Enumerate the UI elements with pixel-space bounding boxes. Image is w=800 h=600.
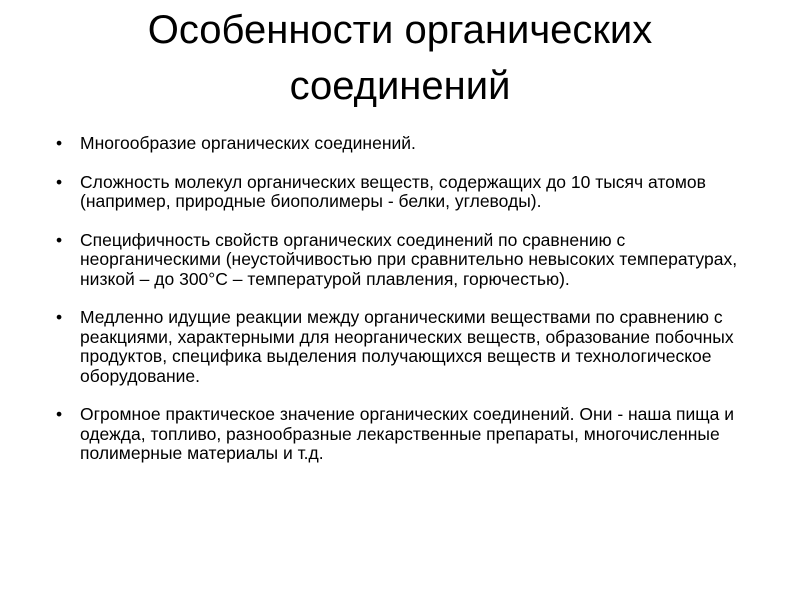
- bullet-item: [56, 134, 756, 154]
- bullet-dot-icon: •: [56, 404, 63, 424]
- bullet-dot-icon: •: [56, 229, 63, 250]
- bullet-text: Медленно идущие реакции между органическими веществами по сравнению с реакциями, характерными для неорганических веществ, образование побочных продуктов, специфика выделения получающихся веществ и технологическое оборудование.: [80, 307, 734, 386]
- slide-title: Особенности органических соединений: [147, 8, 653, 108]
- bullet-dot-icon: •: [56, 171, 63, 192]
- bullet-item: [56, 173, 756, 212]
- bullet-text: Многообразие органических соединений.: [80, 133, 416, 153]
- bullet-text: Сложность молекул органических веществ, содержащих до 10 тысяч атомов (например, природные биополимеры - белки, углеводы).: [80, 171, 706, 211]
- bullet-list: [56, 134, 756, 483]
- bullet-item: [56, 405, 756, 464]
- bullet-text: Огромное практическое значение органических соединений. Они - наша пища и одежда, топливо, разнообразные лекарственные препараты, многочисленные полимерные материалы и т.д.: [80, 404, 735, 463]
- bullet-text: Специфичность свойств органических соединений по сравнению с неорганическими (неустойчивостью при сравнительно невысоких температурах, низкой – до 300°С – температурой плавления, горючестью).: [80, 229, 738, 289]
- bullet-dot-icon: •: [56, 133, 63, 153]
- bullet-item: [56, 308, 756, 386]
- bullet-item: [56, 231, 756, 290]
- bullet-dot-icon: •: [56, 307, 63, 327]
